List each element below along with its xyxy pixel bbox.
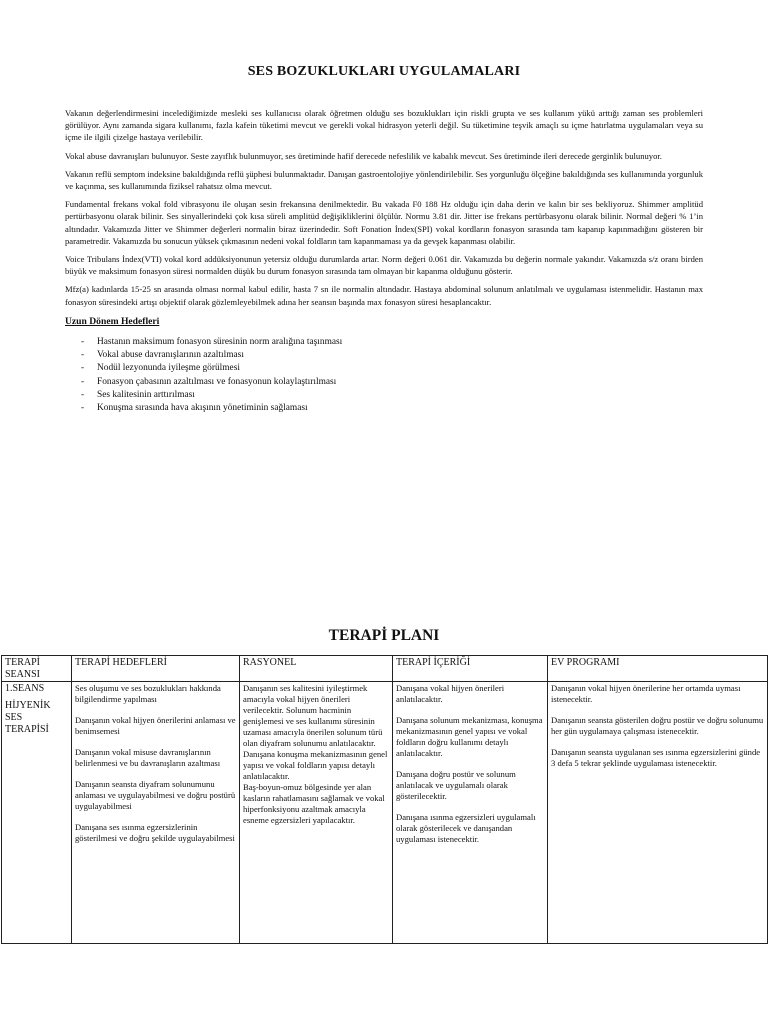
paragraph-vocal-abuse: Vokal abuse davranışları bulunuyor. Seste zayıflık bulunmuyor, ses üretiminde hafif derecede nefeslilik ve kabalık mevcut. Ses üretiminde ileri derecede gerginlik bulunuyor.: [65, 150, 662, 161]
list-marker: -: [81, 350, 85, 361]
header-home-program: EV PROGRAMI: [548, 656, 768, 682]
list-item: [81, 376, 703, 389]
session-cell: [2, 682, 72, 944]
content-item: Danışana ısınma egzersizleri uygulamalı olarak gösterilecek ve danışandan uygulaması istenecektir.: [396, 812, 536, 844]
list-marker: -: [81, 403, 85, 414]
content-item: Danışana vokal hijyen önerileri anlatılacaktır.: [396, 683, 505, 704]
paragraph-mpt: Mfz(a) kadınlarda 15-25 sn arasında olması normal kabul edilir, hasta 7 sn ile normalin altındadır. Hastaya abdominal solunum anlatılmalı ve uygulaması istenmelidir. Hastanın max fonasyon süresindeki artışı objektif olarak gözlemleyebilmek adına her seansın başında max fonasyon süresi hesaplancaktır.: [65, 284, 703, 307]
list-item: [81, 362, 703, 375]
session-number: 1.SEANS: [5, 683, 45, 694]
home-item: Danışanın seansta gösterilen doğru postür ve doğru solunumu her gün uygulamaya çalışması istenecektir.: [551, 715, 764, 736]
home-item: Danışanın vokal hijyen önerilerine her ortamda uyması istenecektir.: [551, 683, 741, 704]
session-name: HİJYENİK SES TERAPİSİ: [5, 700, 51, 735]
document-body: [65, 107, 703, 415]
goals-cell: [72, 682, 240, 944]
paragraph-vti: Voice Tribulans İndex(VTI) vokal kord addüksiyonunun yetersiz olduğu durumlarda artar. Norm değeri 0.061 dir. Vakamızda bu değerin normale yakındır. Vakamızda s/z oranı birden büyük ve maksimum fonasyon süresi normalden düşük bu durum fonasyon sırasında tam olmayan bir kapanma olduğunu gösterir.: [65, 254, 703, 277]
goal-item: Danışanın vokal hijyen önerilerini anlaması ve benimsemesi: [75, 715, 236, 736]
home-program-cell: [548, 682, 768, 944]
list-marker: -: [81, 337, 85, 348]
list-item: [81, 402, 703, 415]
table-header-row: [2, 656, 768, 682]
table-row: [2, 682, 768, 944]
goal-text: Fonasyon çabasının azaltılması ve fonasyonun kolaylaştırılması: [97, 376, 337, 387]
therapy-plan-table: [1, 655, 768, 944]
long-term-goals-heading: Uzun Dönem Hedefleri: [65, 315, 160, 327]
paragraph-fundamental-frequency: Fundamental frekans vokal fold vibrasyonu ile oluşan sesin frekansına denilmektedir. Bu vakada F0 188 Hz olduğu için daha derin ve kalın bir ses bekliyoruz. Shimmer amplitüd pertürbasyonu olarak bilinir. Ses sinyallerindeki çok kısa süreli amplitüd değişikliklerini ölçülür. Normu 3.81 dir. Jitter ise frekans pertürbasyonu olarak bilinir. Normal değeri % 1’in altındadır. Vakamızda Jitter ve Shimmer değerleri normalin biraz üzerindedir. Soft Fonation İndex(SPI) vokal kordların fonasyon sırasında tam kapanıp kapınmadığını gösteren bir parametredir. Vakamızda bu sonucun yüksek çıkmasının nedeni vokal foldların tam kapanmaması ya da gevşek kapanması olabilir.: [65, 199, 703, 246]
long-term-goals-list: [81, 336, 703, 415]
home-item: Danışanın seansta uygulanan ses ısınma egzersizlerini günde 3 defa 5 tekrar şeklinde uygulaması istenecektir.: [551, 747, 761, 768]
list-item: [81, 336, 703, 349]
goal-item: Danışana ses ısınma egzersizlerinin gösterilmesi ve doğru şekilde uygulayabilmesi: [75, 822, 235, 843]
paragraph-reflux: Vakanın reflü semptom indeksine bakıldığında reflü şüphesi bulunmaktadır. Danışan gastroentolojiye yönlendirilebilir. Ses yorgunluğu ölçeğine bakıldığında ses kullanımında yorgunluk ve kaçınma, ses kullanımında fiziksel rahatsız olma mevcut.: [65, 168, 703, 192]
page-title: SES BOZUKLUKLARI UYGULAMALARI: [247, 64, 521, 79]
content-cell: [393, 682, 548, 944]
rationale-text: Danışanın ses kalitesini iyileştirmek amacıyla vokal hijyen önerileri verilecektir. Solunum hacminin genişlemesi ve ses kullanımı süresinin uzaması amacıyla önerilen solunum türü olan diyafram solunumu anlatılacaktır. Danışana konuşma mekanizmasının genel yapısı ve vokal foldların yapısı detaylı anlatılacaktır. Baş-boyun-omuz bölgesinde yer alan kasların rahatlamasını sağlamak ve vokal hiperfonksiyonu azaltmak amacıyla esneme egzersizleri yapılacaktır.: [243, 683, 388, 825]
rationale-cell: [240, 682, 393, 944]
goal-item: Danışanın vokal misuse davranışlarının belirlenmesi ve bu davranışların azaltması: [75, 747, 221, 768]
list-item: [81, 349, 703, 362]
content-item: Danışana doğru postür ve solunum anlatılacak ve uygulamalı olarak gösterilecektir.: [396, 769, 516, 801]
paragraph-evaluation: Vakanın değerlendirmesini incelediğimizde mesleki ses kullanıcısı olarak öğretmen olduğu ses bozuklukları için riskli grupta ve ses kullanım yükü arttığı zaman ses problemleri görülüyor. Aynı zamanda sigara kullanımı, fazla kafein tüketimi mevcut ve gerekli vokal hidrasyon yeterli değil. Su tüketimine teşvik amaçlı su içme hatırlatma uygulamaları veya su içme ile ilgili çizelge hastaya verilebilir.: [65, 108, 703, 143]
header-content: TERAPİ İÇERİĞİ: [393, 656, 548, 682]
goal-item: Danışanın seansta diyafram solunumunu anlaması ve uygulayabilmesi ve doğru postürü uygulayabilmesi: [75, 779, 236, 811]
therapy-plan-title: TERAPİ PLANI: [328, 627, 440, 644]
goal-text: Ses kalitesinin arttırılması: [97, 389, 195, 400]
header-rationale: RASYONEL: [240, 656, 393, 682]
list-marker: -: [81, 389, 85, 400]
goal-text: Hastanın maksimum fonasyon süresinin norm aralığına taşınması: [97, 337, 343, 348]
list-item: [81, 389, 703, 402]
goal-item: Ses oluşumu ve ses bozuklukları hakkında bilgilendirme yapılması: [75, 683, 221, 704]
goal-text: Vokal abuse davranışlarının azaltılması: [97, 350, 244, 361]
list-marker: -: [81, 376, 85, 387]
header-goals: TERAPİ HEDEFLERİ: [72, 656, 240, 682]
list-marker: -: [81, 363, 85, 374]
header-session: TERAPİ SEANSI: [2, 656, 72, 682]
goal-text: Nodül lezyonunda iyileşme görülmesi: [97, 363, 240, 374]
goal-text: Konuşma sırasında hava akışının yönetiminin sağlaması: [97, 403, 308, 414]
content-item: Danışana solunum mekanizması, konuşma mekanizmasının genel yapısı ve vokal foldların doğru kullanımı detaylı anlatılacaktır.: [396, 715, 543, 758]
